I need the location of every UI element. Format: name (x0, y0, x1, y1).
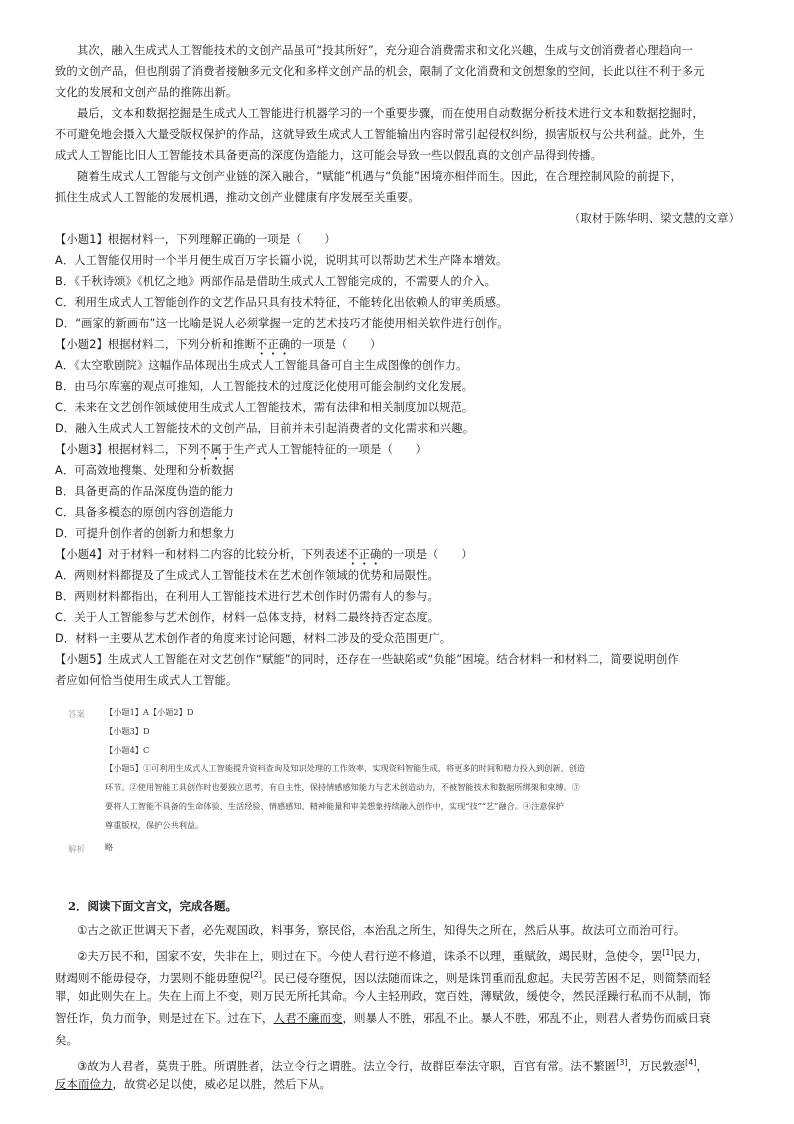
material-paragraph-line: 成式人工智能比旧人工智能技术具备更高的深度伪造能力，这可能会导致一些以假乱真的文创产品得到传播。 (55, 149, 603, 162)
question-1-option-b: B．《千秋诗颂》《机忆之地》两部作品是借助生成式人工智能完成的，不需要人的介入。 (55, 275, 497, 288)
material-paragraph-line: 最后，文本和数据挖掘是生成式人工智能进行机器学习的一个重要步骤，而在使用自动数据分析技术进行文本和数据挖掘时， (77, 107, 704, 120)
question-3-option-b: B．具备更高的作品深度伪造的能力 (55, 485, 234, 498)
emphasis-char: 于 (221, 443, 234, 456)
material-paragraph-line: 其次，融入生成式人工智能技术的文创产品虽可“投其所好”，充分迎合消费需求和文化兴趣，生成与文创消费者心理趋向一 (77, 44, 693, 57)
footnote-marker: [1] (662, 948, 674, 957)
material-paragraph-line: 不可避免地会摄入大量受版权保护的作品，这就导致生成式人工智能输出内容时常引起侵权纠纷，损害版权与公共利益。此外，生 (55, 128, 705, 141)
footnote-marker: [3] (616, 1058, 628, 1067)
question-2-option-d: D．融入生成式人工智能技术的文创产品，目前并未引起消费者的文化需求和兴趣。 (55, 422, 475, 435)
classical-text: ，则暴人不胜，邪乱不止。暴人不胜，邪乱不止，则君人者势伤而威日衰 (342, 1011, 711, 1025)
classical-text: ③故为人君者，莫贵于胜。所谓胜者，法立令行之谓胜。法立令行，故群臣奉法守职，百官有常。法不繁匿 (77, 1058, 617, 1073)
question-1-option-a: A．人工智能仅用时一个半月便生成百万字长篇小说，说明其可以帮助艺术生产降本增效。 (55, 254, 508, 267)
emphasis-char: 属 (210, 443, 222, 456)
footnote-marker: [2] (250, 970, 262, 979)
question-2-stem-text: 【小题2】根据材料二，下列分析和推断 (55, 338, 257, 351)
answer-line: 【小题4】C (105, 745, 150, 755)
question-1-option-c: C．利用生成式人工智能创作的文艺作品只具有技术特征，不能转化出依赖人的审美质感。 (55, 296, 508, 309)
answer-line: 【小题3】D (105, 726, 150, 736)
question-2-stem-tail: 的一项是（ ） (290, 338, 382, 351)
classical-paragraph-2-line: 矣。 (55, 1033, 78, 1047)
question-2-option-b: B．由马尔库塞的观点可推知，人工智能技术的过度泛化使用可能会制约文化发展。 (55, 380, 474, 393)
answer-line: 【小题5】①可利用生成式人工智能提升资料查询及知识处理的工作效率，实现资料智能生成，将更多的时间和精力投入到创新、创造 (105, 763, 586, 773)
question-1-stem: 【小题1】根据材料一，下列理解正确的一项是（ ） (55, 233, 336, 246)
classical-text: ，万民敦悫 (627, 1058, 686, 1073)
question-2-emphasis (256, 338, 290, 351)
question-2-stem (55, 337, 740, 353)
classical-paragraph-2-line (55, 966, 745, 987)
underlined-phrase: 反本而俭力 (55, 1077, 113, 1091)
question-5-stem: 【小题5】生成式人工智能在对文艺创作“赋能”的同时，还存在一些缺陷或“负能”困境。结合材料一和材料二，简要说明创作 (55, 653, 679, 666)
classical-paragraph-1: ①古之欲正世调天下者，必先观国政，料事务，察民俗，本治乱之所生，知得失之所在，然后从事。故法可立而治可行。 (77, 923, 686, 937)
answer-line: 要将人工智能不具备的生命体验、生活经验、情感感知、精神能量和审美想象持续融入创作中，实现“技”“艺”融合。④注意保护 (105, 801, 564, 811)
classical-text: ， (696, 1058, 708, 1073)
classical-text: 财竭则不能毋侵夺，力罢则不能毋堕倪 (55, 970, 251, 985)
material-paragraph-line: 抓住生成式人工智能的发展机遇，推动文创产业健康有序发展至关重要。 (55, 191, 420, 204)
material-paragraph-line: 致的文创产品，但也削弱了消费者接触多元文化和多样文创产品的机会，限制了文化消费和文创想象的空间，长此以往不利于多元 (55, 65, 705, 78)
question-3-option-c: C．具备多模态的原创内容创造能力 (55, 506, 234, 519)
material-paragraph-line: 随着生成式人工智能与文创产业链的深入融合，“赋能”机遇与“负能”困境亦相伴而生。因此，在合理控制风险的前提下， (77, 170, 683, 183)
footnote-marker: [4] (685, 1058, 697, 1067)
question-2-option-a: A．《太空歌剧院》这幅作品体现出生成式人工智能具备可自主生成图像的创作力。 (55, 359, 468, 372)
classical-paragraph-3-line (55, 1076, 745, 1093)
question-4-option-d: D．材料一主要从艺术创作者的角度来讨论问题，材料二涉及的受众范围更广。 (55, 632, 452, 645)
analysis-text: 略 (105, 842, 114, 852)
question-4-stem-tail: 的一项是（ ） (381, 548, 473, 561)
emphasis-char: 确 (278, 338, 291, 351)
question-4-stem-text: 【小题4】对于材料一和材料二内容的比较分析，下列表述 (55, 548, 348, 561)
question-5-stem-continued: 者应如何恰当使用生成式人工智能。 (55, 674, 238, 687)
question-4-option-c: C．关于人工智能参与艺术创作，材料一总体支持，材料二最终持否定态度。 (55, 611, 440, 624)
underlined-phrase: 人君不廉而变 (273, 1011, 343, 1025)
classical-text: 民力， (673, 948, 709, 963)
emphasis-char: 确 (370, 548, 382, 561)
question-3-stem-text: 【小题3】根据材料二，下列 (55, 443, 200, 456)
emphasis-char: 不 (347, 548, 359, 561)
question-4-option-a: A．两则材料都提及了生成式人工智能技术在艺术创作领域的优势和局限性。 (55, 569, 439, 582)
section-2-title: 2．阅读下面文言文，完成各题。 (68, 899, 237, 913)
classical-text: ，故赏必足以使，威必足以胜，然后下从。 (112, 1077, 331, 1091)
question-3-stem-tail: 生产式人工智能特征的一项是（ ） (233, 443, 428, 456)
question-3-option-a: A．可高效地搜集、处理和分析数据 (55, 464, 234, 477)
question-3-emphasis (199, 443, 233, 456)
question-3-stem (55, 442, 740, 458)
question-2-option-c: C．未来在文艺创作领域使用生成式人工智能技术，需有法律和相关制度加以规范。 (55, 401, 474, 414)
emphasis-char: 不 (199, 443, 211, 456)
material-paragraph-line: 文化的发展和文创产品的推陈出新。 (55, 86, 238, 99)
question-3-option-d: D．可提升创作者的创新力和想象力 (55, 527, 235, 540)
classical-paragraph-2-line (77, 944, 767, 965)
answer-label: 答案 (68, 710, 86, 720)
emphasis-char: 正 (267, 338, 279, 351)
question-1-option-d: D．“画家的新画布”这一比喻是说人必须掌握一定的艺术技巧才能使用相关软件进行创作。 (55, 317, 509, 330)
question-4-option-b: B．两则材料都指出，在利用人工智能技术进行艺术创作时仍需有人的参与。 (55, 590, 439, 603)
answer-line: 环节。②使用智能工具创作时也要独立思考，有自主性，保持情感感知能力与艺术创造动力，不被智能技术和数据所绑架和束缚。③ (105, 782, 580, 792)
question-4-emphasis (347, 548, 381, 561)
question-4-stem (55, 547, 740, 563)
classical-paragraph-3-line (77, 1054, 767, 1075)
classical-text: 。民已侵夺堕倪，因以法随而诛之，则是诛罚重而乱愈起。夫民劳苦困不足，则简禁而轻 (261, 970, 711, 985)
classical-text: 智任诈，负力而争，则是过在下。过在下， (55, 1011, 274, 1025)
emphasis-char: 正 (358, 548, 371, 561)
classical-paragraph-2-line: 罪，如此则失在上。失在上而上不变，则万民无所托其命。今人主轻刑政，宽百姓，薄赋敛，缓使令，然民淫躁行私而不从制，饰 (55, 989, 711, 1003)
answer-line: 尊重版权，保护公共利益。 (105, 820, 204, 830)
source-note: （取材于陈华明、梁文慧的文章） (569, 212, 740, 225)
answer-line: 【小题1】A【小题2】D (105, 707, 194, 717)
emphasis-char: 不 (256, 338, 268, 351)
classical-paragraph-2-line (55, 1010, 745, 1027)
analysis-label: 解析 (68, 845, 86, 855)
classical-text: ②夫万民不和，国家不安，失非在上，则过在下。今使人君行逆不修道，诛杀不以理，重赋敛，竭民财，急使令，罢 (77, 948, 663, 963)
